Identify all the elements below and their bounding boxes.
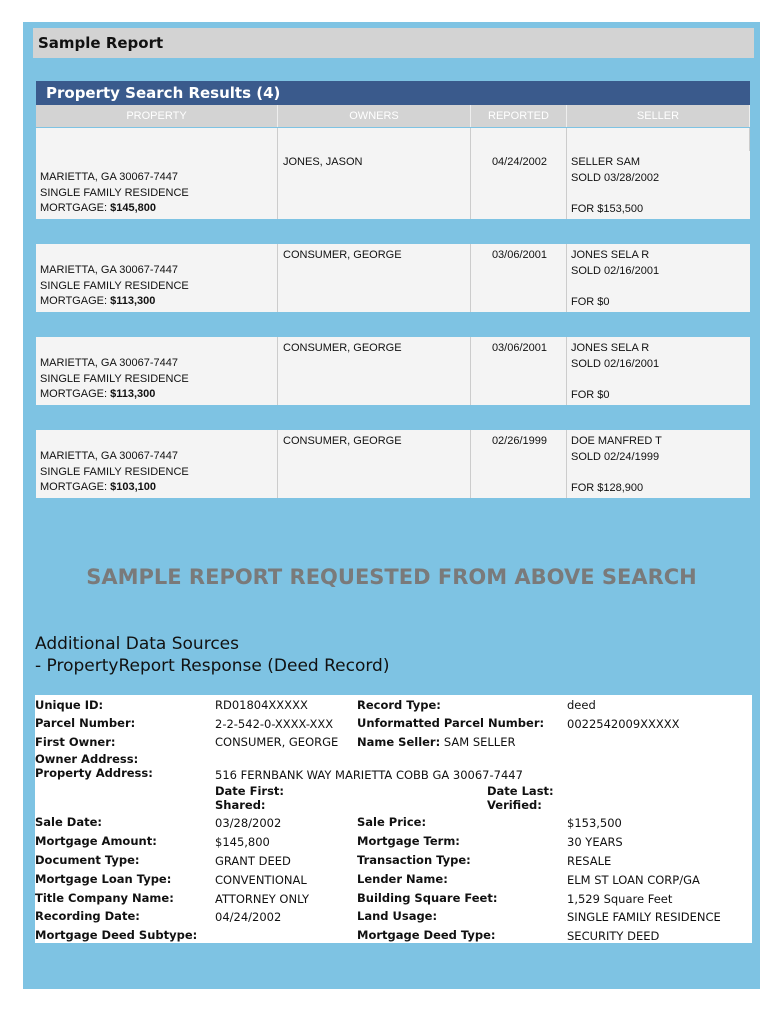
report-title: Sample Report xyxy=(33,28,754,58)
results-column-headers xyxy=(36,105,750,127)
property-type: SINGLE FAMILY RESIDENCE xyxy=(40,279,189,292)
building-sqft-label: Building Square Feet: xyxy=(357,891,498,905)
land-usage-label: Land Usage: xyxy=(357,909,438,923)
sale-price: FOR $0 xyxy=(571,295,610,308)
owner-cell: CONSUMER, GEORGE xyxy=(278,244,471,312)
document-type-value: GRANT DEED xyxy=(215,854,291,868)
seller-name: DOE MANFRED T xyxy=(571,435,662,447)
mortgage-label: MORTGAGE: xyxy=(40,481,108,493)
parcel-number-label: Parcel Number: xyxy=(35,716,136,730)
mortgage-label: MORTGAGE: xyxy=(40,202,108,214)
reported-cell: 03/06/2001 xyxy=(471,337,567,405)
owner-cell: CONSUMER, GEORGE xyxy=(278,337,471,405)
lender-name-label: Lender Name: xyxy=(357,872,448,886)
results-title: Property Search Results (4) xyxy=(36,81,750,105)
building-sqft-value: 1,529 Square Feet xyxy=(567,892,673,906)
sale-price: FOR $153,500 xyxy=(571,202,644,215)
loan-type-label: Mortgage Loan Type: xyxy=(35,872,172,886)
property-type: SINGLE FAMILY RESIDENCE xyxy=(40,372,189,385)
reported-cell: 04/24/2002 xyxy=(471,151,567,219)
record-type-value: deed xyxy=(567,698,596,712)
name-seller-value: SAM SELLER xyxy=(443,735,516,749)
property-address-value: 516 FERNBANK WAY MARIETTA COBB GA 30067-7447 xyxy=(215,768,523,782)
document-type-label: Document Type: xyxy=(35,853,140,867)
mortgage-label: MORTGAGE: xyxy=(40,295,108,307)
property-address-label: Property Address: xyxy=(35,766,153,780)
first-owner-value: CONSUMER, GEORGE xyxy=(215,735,339,749)
seller-cell xyxy=(567,430,750,498)
owner-address-label: Owner Address: xyxy=(35,752,139,766)
sale-date-label: Sale Date: xyxy=(35,815,102,829)
mortgage-term-value: 30 YEARS xyxy=(567,835,623,849)
owner-cell: JONES, JASON xyxy=(278,151,471,219)
verified-label: Verified: xyxy=(487,798,542,812)
loan-type-value: CONVENTIONAL xyxy=(215,873,307,887)
lender-name-value: ELM ST LOAN CORP/GA xyxy=(567,873,700,887)
deed-record-table xyxy=(35,695,752,943)
additional-data-sources xyxy=(35,633,390,677)
seller-name: JONES SELA R xyxy=(571,249,650,261)
sale-price-label: Sale Price: xyxy=(357,815,427,829)
seller-name: JONES SELA R xyxy=(571,342,650,354)
recording-date-label: Recording Date: xyxy=(35,909,140,923)
reported-cell: 02/26/1999 xyxy=(471,430,567,498)
property-cell xyxy=(36,430,278,498)
seller-cell xyxy=(567,151,750,219)
report-page xyxy=(23,22,760,989)
property-cell xyxy=(36,151,278,219)
reported-cell: 03/06/2001 xyxy=(471,244,567,312)
transaction-type-value: RESALE xyxy=(567,854,612,868)
title-company-value: ATTORNEY ONLY xyxy=(215,892,309,906)
mortgage-amount-label: Mortgage Amount: xyxy=(35,834,157,848)
property-address: MARIETTA, GA 30067-7447 xyxy=(40,357,178,369)
property-cell xyxy=(36,244,278,312)
mortgage-amount-value: $145,800 xyxy=(215,835,270,849)
recording-date-value: 04/24/2002 xyxy=(215,910,282,924)
sold-date: SOLD 03/28/2002 xyxy=(571,171,660,184)
name-seller-label: Name Seller: xyxy=(357,735,441,749)
table-row[interactable] xyxy=(36,430,750,498)
sold-date: SOLD 02/16/2001 xyxy=(571,357,660,370)
land-usage-value: SINGLE FAMILY RESIDENCE xyxy=(567,910,721,924)
table-row[interactable] xyxy=(36,337,750,405)
deed-type-value: SECURITY DEED xyxy=(567,929,660,943)
date-last-label: Date Last: xyxy=(487,784,554,798)
table-row[interactable] xyxy=(36,151,750,219)
sale-price: FOR $0 xyxy=(571,388,610,401)
sale-date-value: 03/28/2002 xyxy=(215,816,282,830)
sample-report-heading: SAMPLE REPORT REQUESTED FROM ABOVE SEARCH xyxy=(86,565,697,589)
sale-price-value: $153,500 xyxy=(567,816,622,830)
column-header-reported[interactable]: REPORTED xyxy=(471,105,567,127)
deed-type-label: Mortgage Deed Type: xyxy=(357,928,496,942)
seller-cell xyxy=(567,244,750,312)
results-spacer-row xyxy=(36,128,750,151)
sold-date: SOLD 02/16/2001 xyxy=(571,264,660,277)
property-address: MARIETTA, GA 30067-7447 xyxy=(40,450,178,462)
first-owner-label: First Owner: xyxy=(35,735,116,749)
property-type: SINGLE FAMILY RESIDENCE xyxy=(40,465,189,478)
column-header-property[interactable]: PROPERTY xyxy=(36,105,278,127)
title-company-label: Title Company Name: xyxy=(35,891,174,905)
additional-sources-subtitle: - PropertyReport Response (Deed Record) xyxy=(35,656,390,676)
mortgage-amount: $113,300 xyxy=(110,295,156,307)
property-address: MARIETTA, GA 30067-7447 xyxy=(40,171,178,183)
seller-name: SELLER SAM xyxy=(571,156,641,168)
unique-id-label: Unique ID: xyxy=(35,698,104,712)
shared-label: Shared: xyxy=(215,798,266,812)
additional-sources-title: Additional Data Sources xyxy=(35,634,239,654)
unformatted-parcel-value: 0022542009XXXXX xyxy=(567,717,680,731)
seller-cell xyxy=(567,337,750,405)
unformatted-parcel-label: Unformatted Parcel Number: xyxy=(357,716,545,730)
transaction-type-label: Transaction Type: xyxy=(357,853,471,867)
mortgage-term-label: Mortgage Term: xyxy=(357,834,460,848)
property-cell xyxy=(36,337,278,405)
mortgage-amount: $113,300 xyxy=(110,388,156,400)
property-address: MARIETTA, GA 30067-7447 xyxy=(40,264,178,276)
parcel-number-value: 2-2-542-0-XXXX-XXX xyxy=(215,717,334,731)
owner-cell: CONSUMER, GEORGE xyxy=(278,430,471,498)
unique-id-value: RD01804XXXXX xyxy=(215,698,308,712)
property-type: SINGLE FAMILY RESIDENCE xyxy=(40,186,189,199)
sold-date: SOLD 02/24/1999 xyxy=(571,450,660,463)
name-seller xyxy=(357,735,515,749)
record-type-label: Record Type: xyxy=(357,698,441,712)
column-header-seller[interactable]: SELLER xyxy=(567,105,750,127)
mortgage-amount: $145,800 xyxy=(110,202,156,214)
mortgage-amount: $103,100 xyxy=(110,481,156,493)
table-row[interactable] xyxy=(36,244,750,312)
date-first-label: Date First: xyxy=(215,784,285,798)
sale-price: FOR $128,900 xyxy=(571,481,644,494)
deed-subtype-label: Mortgage Deed Subtype: xyxy=(35,928,198,942)
mortgage-label: MORTGAGE: xyxy=(40,388,108,400)
column-header-owners[interactable]: OWNERS xyxy=(278,105,471,127)
